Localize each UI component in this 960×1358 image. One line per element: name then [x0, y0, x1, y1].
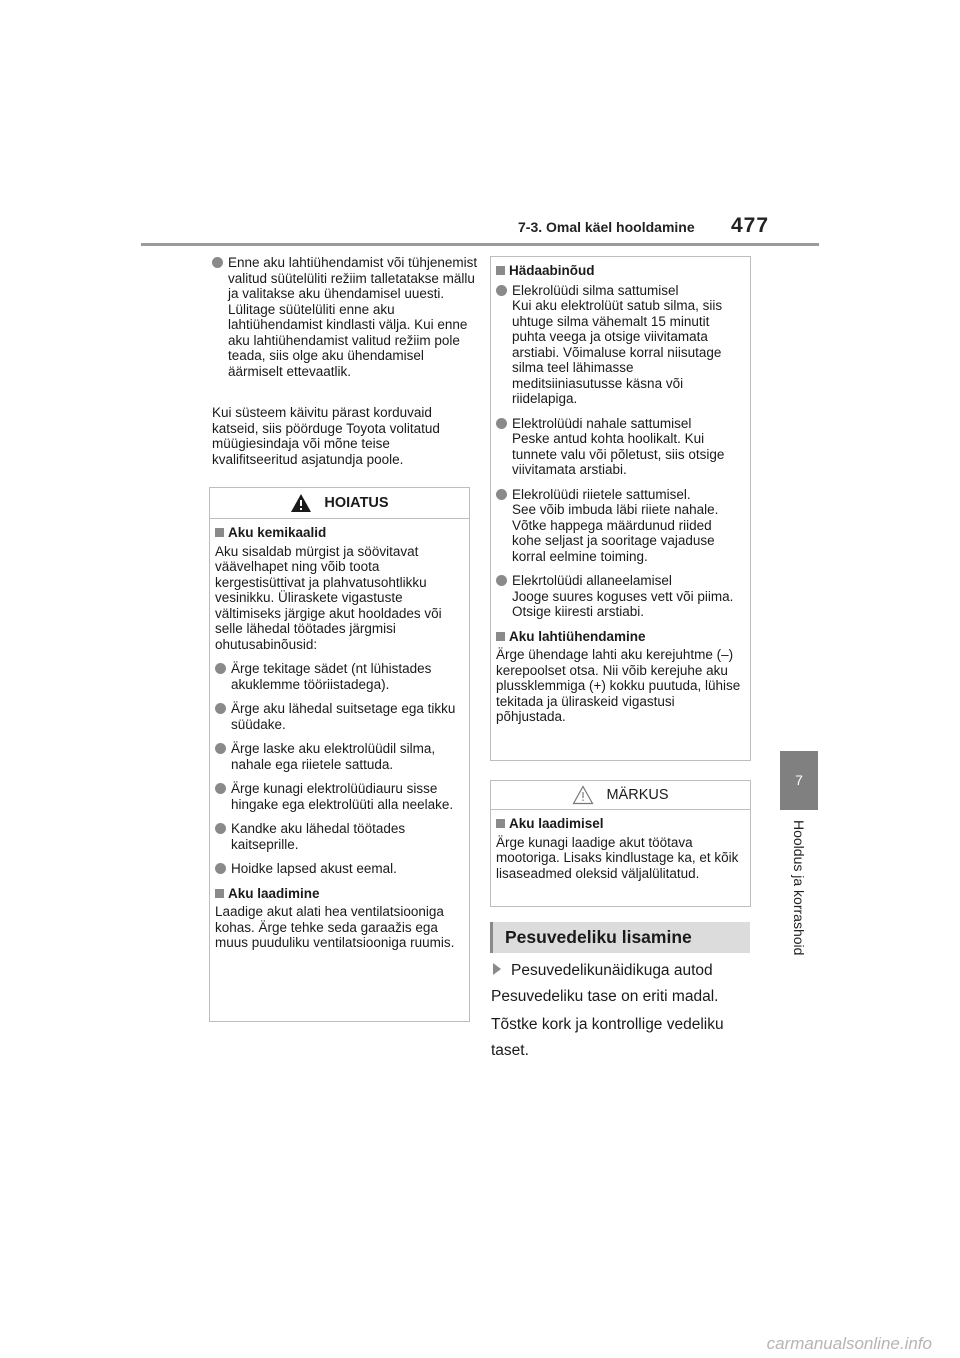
- warning-icon: [290, 493, 312, 513]
- warning-box: [209, 487, 470, 1022]
- bullet-dot-icon: [212, 257, 223, 268]
- bullet-dot-icon: [215, 783, 226, 794]
- footer-watermark: carmanualsonline.info: [766, 1334, 932, 1353]
- bullet-dot-icon: [215, 663, 226, 674]
- emergency-item: Elektrolüüdi nahale sattumisel Peske antud kohta hoolikalt. Kui tunnete valu või põletust, siis otsige viivitamata arstiabi.: [496, 416, 744, 478]
- notice-heading: Aku laadimisel: [496, 816, 744, 832]
- warning-item: Ärge kunagi elektrolüüdiauru sisse hingake ega elektrolüüti alla neelake.: [215, 781, 463, 812]
- warning-item: Kandke aku lähedal töötades kaitseprille.: [215, 821, 463, 852]
- bullet-dot-icon: [496, 575, 507, 586]
- notice-icon: [572, 785, 594, 805]
- bullet-dot-icon: [496, 418, 507, 429]
- intro-paragraph: Kui süsteem käivitu pärast korduvaid katseid, siis pöörduge Toyota volitatud müügiesindaja või mõne teise kvalifitseeritud asjatundja poole.: [212, 405, 440, 467]
- emergency-box: [490, 256, 751, 761]
- notice-box: [490, 780, 751, 907]
- warning-title: HOIATUS: [324, 495, 389, 511]
- bullet-dot-icon: [215, 743, 226, 754]
- notice-header: [491, 781, 750, 810]
- warning-item: Ärge laske aku elektrolüüdil silma, nahale ega riietele sattuda.: [215, 741, 463, 772]
- emergency-heading: Hädaabinõud: [496, 263, 744, 279]
- section-heading: Pesuvedeliku lisamine: [490, 922, 750, 953]
- section-title: 7-3. Omal käel hooldamine: [518, 219, 695, 235]
- header-rule: [141, 243, 819, 246]
- bullet-dot-icon: [215, 863, 226, 874]
- intro-bullet: [212, 255, 478, 379]
- intro-bullet-text: Enne aku lahtiühendamist või tühjenemist valitud süütelüliti režiim talletatakse mällu ja valitakse aku ühendamisel uuesti. Lülitage süütelüliti enne aku lahtiühendamist kindlasti välja. Kui enne aku lahtiühendamist valitud režiim pole teada, siis olge aku ühendamisel äärmiselt ettevaatlik.: [228, 255, 478, 379]
- chapter-number: 7: [795, 772, 803, 788]
- square-bullet-icon: [496, 632, 505, 641]
- emergency-item: Elekrtolüüdi allaneelamisel Jooge suures koguses vett või piima. Otsige kiiresti arstiabi.: [496, 573, 744, 620]
- emergency-sub-heading: Aku lahtiühendamine: [496, 629, 744, 645]
- section-line-1: Pesuvedeliku tase on eriti madal.: [491, 988, 719, 1005]
- chapter-label: Hooldus ja korrashoid: [791, 820, 807, 956]
- square-bullet-icon: [496, 819, 505, 828]
- warning-header: [210, 488, 469, 519]
- page-number: 477: [731, 214, 770, 237]
- square-bullet-icon: [215, 528, 224, 537]
- warning-sub-text: Laadige akut alati hea ventilatsiooniga kohas. Ärge tehke seda garaažis ega muus puuduliku ventilatsiooniga ruumis.: [215, 904, 455, 950]
- warning-sub-text: Aku sisaldab mürgist ja söövitavat väävelhapet ning võib toota kergestisüttivat ja plahvatusohtlikku vesinikku. Üliraskete vigastuste vältimiseks järgige akut hooldades või selle lähedal töötades järgmisi ohutusabinõusid:: [215, 543, 442, 652]
- notice-text: Ärge kunagi laadige akut töötava mootoriga. Lisaks kindlustage ka, et kõik lisaseadmed oleksid väljalülitatud.: [496, 834, 739, 881]
- bullet-dot-icon: [215, 823, 226, 834]
- warning-sub-heading: Aku kemikaalid: [215, 525, 463, 541]
- warning-sub-heading: Aku laadimine: [215, 886, 463, 902]
- bullet-dot-icon: [215, 703, 226, 714]
- notice-title: MÄRKUS: [606, 787, 669, 803]
- square-bullet-icon: [215, 889, 224, 898]
- emergency-item: Elekrolüüdi silma sattumisel Kui aku elektrolüüt satub silma, siis uhtuge silma vähemalt 15 minutit puhta veega ja otsige viivitamata arstiabi. Võimaluse korral niisutage silma teel lähimasse meditsiiniasutusse käsna või riidelapiga.: [496, 283, 744, 407]
- bullet-dot-icon: [496, 285, 507, 296]
- emergency-item: Elekrolüüdi riietele sattumisel. See võib imbuda läbi riiete nahale. Võtke happega määrdunud riided kohe seljast ja sooritage vajaduse korral eelmine toiming.: [496, 487, 744, 565]
- arrow-item: [493, 958, 753, 984]
- section-line-2: Tõstke kork ja kontrollige vedeliku taset.: [491, 1016, 724, 1059]
- square-bullet-icon: [496, 266, 505, 275]
- warning-item: Ärge aku lähedal suitsetage ega tikku süüdake.: [215, 701, 463, 732]
- warning-item: Ärge tekitage sädet (nt lühistades akuklemme tööriistadega).: [215, 661, 463, 692]
- bullet-dot-icon: [496, 489, 507, 500]
- emergency-sub-text: Ärge ühendage lahti aku kerejuhtme (–) kerepoolset otsa. Nii võib kerejuhe aku plussklemmiga (+) kokku puutuda, lühise tekitada ja üliraskeid vigastusi põhjustada.: [496, 647, 741, 724]
- warning-item: Hoidke lapsed akust eemal.: [215, 861, 463, 877]
- arrow-item-text: Pesuvedelikunäidikuga autod: [511, 962, 713, 979]
- arrow-right-icon: [493, 963, 501, 975]
